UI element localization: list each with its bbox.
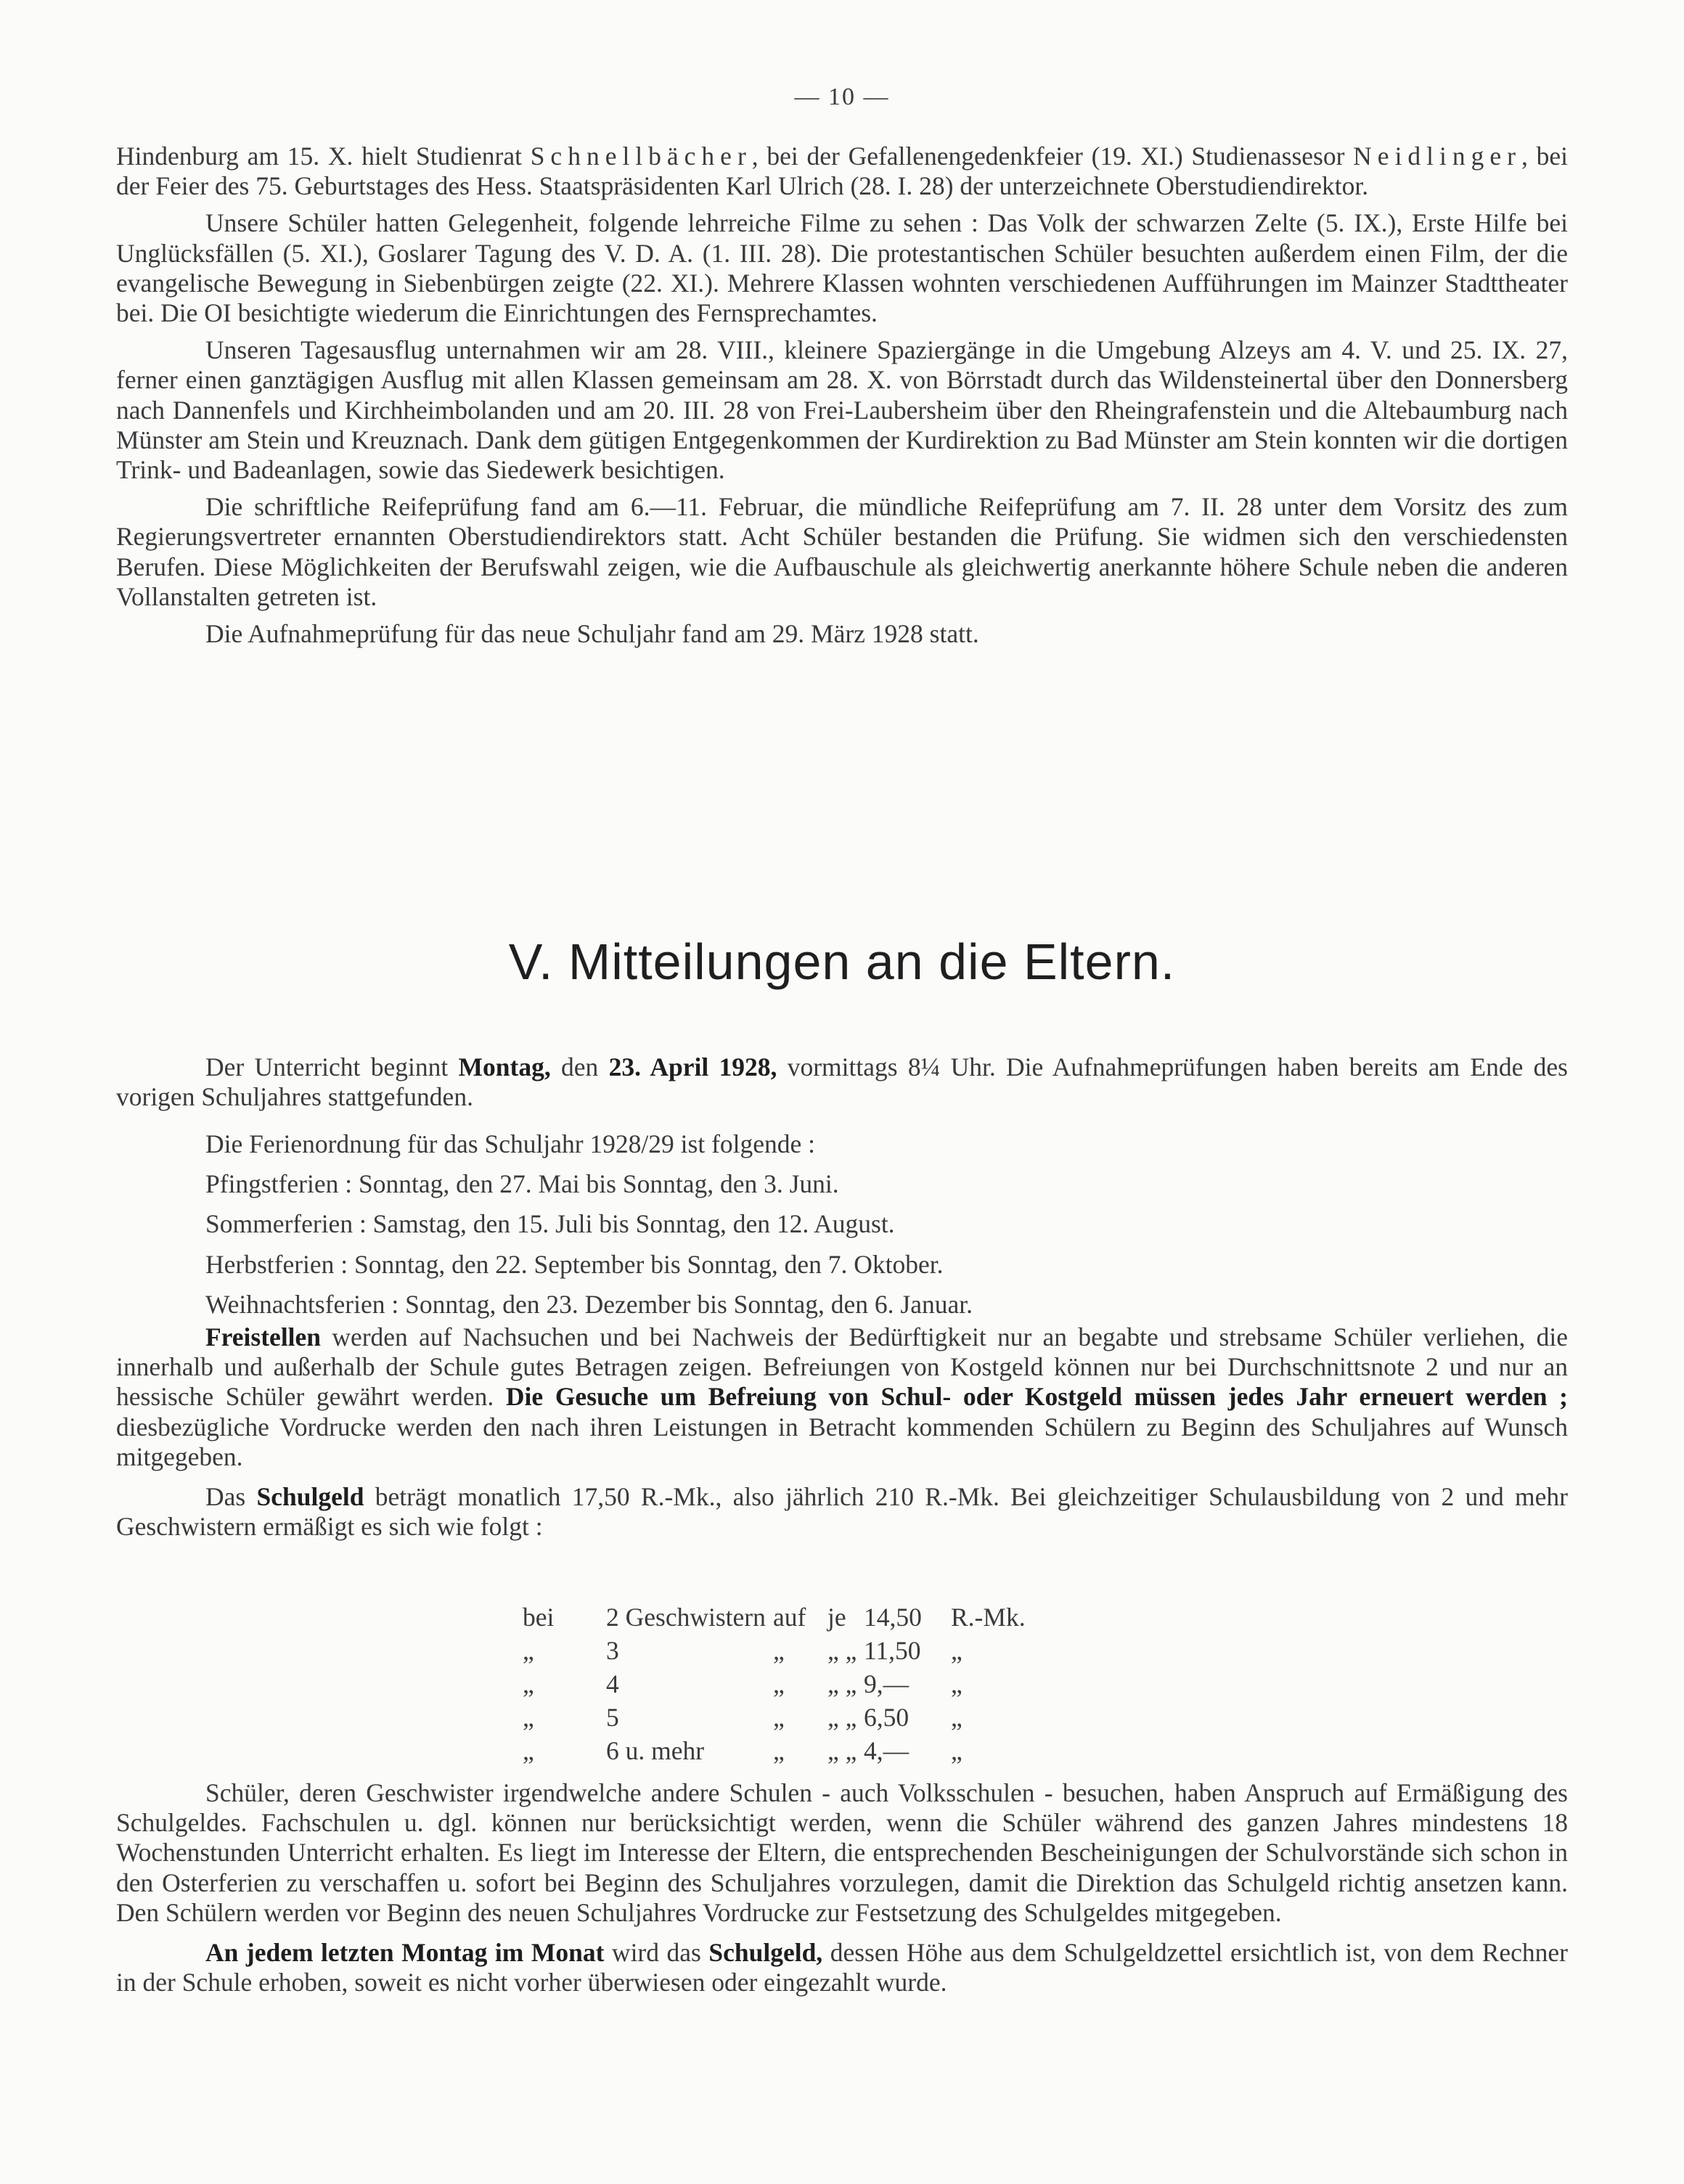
paragraph-payment-day: An jedem letzten Montag im Monat wird das Schulgeld, dessen Höhe aus dem Schulgeldzettel ersichtlich ist, von dem Rechner in der Schule erhoben, soweit es nicht vorher überwiesen oder eingezahlt wurde. — [116, 1938, 1568, 1997]
holiday-schedule — [205, 1129, 1512, 1330]
teacher-name-neidlinger: Neidlinger — [1353, 142, 1521, 171]
paragraph-reifepruefung: Die schriftliche Reifeprüfung fand am 6.—11. Februar, die mündliche Reifeprüfung am 7. II. 28 unter dem Vorsitz des zum Regierungsvertreter ernannten Oberstudiendirektors statt. Acht Schüler bestanden die Prüfung. Sie widmen sich den verschiedensten Berufen. Diese Möglichkeiten der Berufswahl zeigen, wie die Aufbauschule als gleichwertig anerkannte höhere Schule neben die anderen Vollanstalten getreten ist. — [116, 492, 1568, 611]
section-heading: V. Mitteilungen an die Eltern. — [508, 933, 1176, 990]
teacher-name-schnellbaecher: Schnellbächer — [530, 142, 752, 171]
paragraph-aufnahmepruefung: Die Aufnahmeprüfung für das neue Schuljahr fand am 29. März 1928 statt. — [205, 619, 979, 649]
section-parents-intro — [116, 1052, 1568, 1112]
holiday-line: Sommerferien : Samstag, den 15. Juli bis Sonntag, den 12. August. — [205, 1209, 895, 1239]
holiday-line: Weihnachtsferien : Sonntag, den 23. Dezember bis Sonntag, den 6. Januar. — [205, 1289, 973, 1319]
section-school-events — [116, 142, 1568, 649]
holiday-line: Die Ferienordnung für das Schuljahr 1928/29 ist folgende : — [205, 1129, 816, 1158]
paragraph-freistellen: Freistellen werden auf Nachsuchen und bei Nachweis der Bedürftigkeit nur an begabte und strebsame Schüler verliehen, die innerhalb und außerhalb der Schule gutes Betragen zeigen. Befreiungen von Kostgeld können nur bei Durchschnittsnote 2 und nur an hessische Schüler gewährt werden. Die Gesuche um Befreiung von Schul- oder Kostgeld müssen jedes Jahr erneuert werden ; diesbezügliche Vordrucke werden den nach ihren Leistungen in Betracht kommenden Schülern zu Beginn des Schuljahres auf Wunsch mitgegeben. — [116, 1322, 1568, 1471]
paragraph-excursions: Unseren Tagesausflug unternahmen wir am 28. VIII., kleinere Spaziergänge in die Umgebung Alzeys am 4. V. und 25. IX. 27, ferner einen ganztägigen Ausflug mit allen Klassen gemeinsam am 28. X. von Börrstadt durch das Wildensteinertal über den Donnersberg nach Dannenfels und Kirchheimbolanden und am 20. III. 28 von Frei-Laubersheim über den Rheingrafenstein und die Altebaumburg nach Münster am Stein und Kreuznach. Dank dem gütigen Entgegenkommen der Kurdirektion zu Bad Münster am Stein konnten wir die dortigen Trink- und Badeanlagen, sowie das Siedewerk besichtigen. — [116, 335, 1568, 485]
holiday-line: Herbstferien : Sonntag, den 22. September bis Sonntag, den 7. Oktober. — [205, 1249, 944, 1279]
page-number: — 10 — — [794, 83, 890, 110]
paragraph-films: Unsere Schüler hatten Gelegenheit, folgende lehrreiche Filme zu sehen : Das Volk der schwarzen Zelte (5. IX.), Erste Hilfe bei Unglücksfällen (5. XI.), Goslarer Tagung des V. D. A. (1. III. 28). Die protestantischen Schüler besuchten außerdem einen Film, der die evangelische Bewegung in Siebenbürgen zeigte (22. XI.). Mehrere Klassen wohnten verschiedenen Aufführungen im Mainzer Stadttheater bei. Die OI besichtigte wiederum die Einrichtungen des Fernsprechamtes. — [116, 208, 1568, 328]
table-row: „ 4 „ „ „ 9,— „ — [523, 1669, 962, 1698]
table-row: bei 2 Geschwistern auf je 14,50 R.-Mk. — [523, 1603, 1026, 1632]
section-freistellen — [116, 1322, 1568, 1542]
fee-reduction-table — [523, 1600, 1176, 1767]
table-row: „ 5 „ „ „ 6,50 „ — [523, 1703, 962, 1732]
table-row: „ 6 u. mehr „ „ „ 4,— „ — [523, 1736, 962, 1765]
paragraph-celebrations: Hindenburg am 15. X. hielt Studienrat Schnellbächer, bei der Gefallenengedenkfeier (19. XI.) Studienassesor Neidlinger, bei der Feier des 75. Geburtstages des Hess. Staatspräsidenten Karl Ulrich (28. I. 28) der unterzeichnete Oberstudiendirektor. — [116, 142, 1568, 201]
holiday-line: Pfingstferien : Sonntag, den 27. Mai bis Sonntag, den 3. Juni. — [205, 1169, 839, 1199]
table-row: „ 3 „ „ „ 11,50 „ — [523, 1636, 962, 1665]
section-ermaessigung — [116, 1778, 1568, 1997]
paragraph-school-start: Der Unterricht beginnt Montag, den 23. April 1928, vormittags 8¼ Uhr. Die Aufnahmeprüfungen haben bereits am Ende des vorigen Schuljahres stattgefunden. — [116, 1052, 1568, 1112]
paragraph-geschwister: Schüler, deren Geschwister irgendwelche andere Schulen - auch Volksschulen - besuchen, haben Anspruch auf Ermäßigung des Schulgeldes. Fachschulen u. dgl. können nur berücksichtigt werden, wenn die Schüler während des ganzen Jahres mindestens 18 Wochenstunden Unterricht erhalten. Es liegt im Interesse der Eltern, die entsprechenden Bescheinigungen der Schulvorstände sich schon in den Osterferien zu verschaffen u. sofort bei Beginn des Schuljahres vorzulegen, damit die Direktion das Schulgeld richtig ansetzen kann. Den Schülern werden vor Beginn des neuen Schuljahres Vordrucke zur Festsetzung des Schulgeldes mitgegeben. — [116, 1778, 1568, 1927]
paragraph-schulgeld: Das Schulgeld beträgt monatlich 17,50 R.-Mk., also jährlich 210 R.-Mk. Bei gleichzeitiger Schulausbildung von 2 und mehr Geschwistern ermäßigt es sich wie folgt : — [116, 1482, 1568, 1542]
